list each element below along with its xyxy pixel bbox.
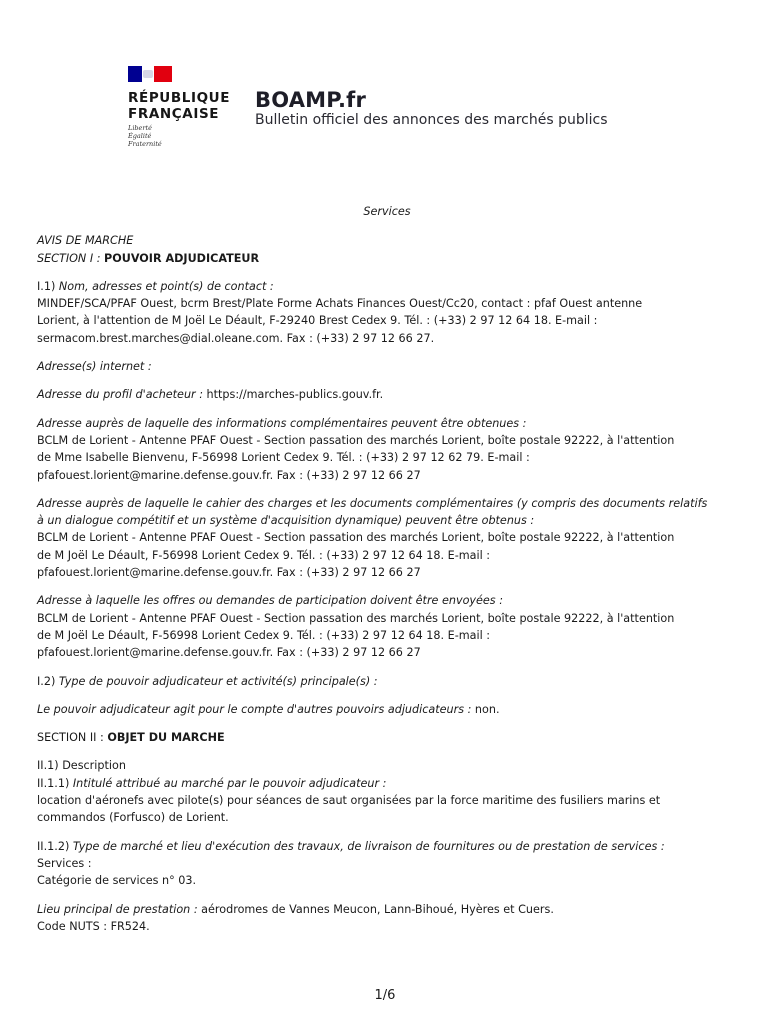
page-number: 1/6 bbox=[374, 988, 396, 1003]
code-nuts: Code NUTS : FR524. bbox=[37, 919, 150, 933]
compte-autres: Le pouvoir adjudicateur agit pour le compte d'autres pouvoirs adjudicateurs : non. bbox=[37, 702, 500, 716]
cahier-line: BCLM de Lorient - Antenne PFAF Ouest - Section passation des marchés Lorient, boîte postale 92222, à l'attention bbox=[37, 531, 675, 545]
republique-francaise-logo-icon bbox=[128, 66, 172, 82]
notice-body bbox=[37, 203, 737, 935]
republique-line2: FRANÇAISE bbox=[128, 106, 220, 122]
infos-line: de Mme Isabelle Bienvenu, F-56998 Lorient Cedex 9. Tél. : (+33) 2 97 12 62 79. E-mail : bbox=[37, 451, 530, 465]
brand-subtitle: Bulletin officiel des annonces des marchés publics bbox=[255, 112, 608, 128]
profil-acheteur: Adresse du profil d'acheteur : https://marches-publics.gouv.fr. bbox=[37, 388, 384, 402]
i1-heading: I.1) Nom, adresses et point(s) de contact : bbox=[37, 279, 274, 293]
offres-line: BCLM de Lorient - Antenne PFAF Ouest - Section passation des marchés Lorient, boîte postale 92222, à l'attention bbox=[37, 611, 675, 625]
i1-line: MINDEF/SCA/PFAF Ouest, bcrm Brest/Plate Forme Achats Finances Ouest/Cc20, contact : pfaf Ouest antenne bbox=[37, 297, 643, 311]
infos-line: BCLM de Lorient - Antenne PFAF Ouest - Section passation des marchés Lorient, boîte postale 92222, à l'attention bbox=[37, 433, 675, 447]
section2-heading: SECTION II : OBJET DU MARCHE bbox=[37, 731, 225, 745]
cahier-line: de M Joël Le Déault, F-56998 Lorient Cedex 9. Tél. : (+33) 2 97 12 64 18. E-mail : bbox=[37, 548, 491, 562]
adresse-internet-label: Adresse(s) internet : bbox=[37, 360, 152, 374]
avis-heading: AVIS DE MARCHE bbox=[37, 234, 134, 248]
ii12-heading: II.1.2) Type de marché et lieu d'exécution des travaux, de livraison de fournitures ou de prestation de services : bbox=[37, 839, 665, 853]
ii12-line: Services : bbox=[37, 856, 92, 870]
profil-link[interactable]: https://marches-publics.gouv.fr. bbox=[206, 388, 384, 402]
services-heading: Services bbox=[363, 205, 411, 218]
i1-line: sermacom.brest.marches@dial.oleane.com. Fax : (+33) 2 97 12 66 27. bbox=[37, 331, 435, 345]
republique-line1: RÉPUBLIQUE bbox=[128, 90, 231, 106]
infos-label: Adresse auprès de laquelle des informations complémentaires peuvent être obtenues : bbox=[37, 416, 527, 430]
header bbox=[128, 66, 648, 156]
i2-heading: I.2) Type de pouvoir adjudicateur et activité(s) principale(s) : bbox=[37, 674, 378, 688]
ii1-heading: II.1) Description bbox=[37, 759, 126, 773]
cahier-label: à un dialogue compétitif et un système d'acquisition dynamique) peuvent être obtenus : bbox=[37, 514, 535, 528]
ii12-line: Catégorie de services n° 03. bbox=[37, 874, 197, 888]
cahier-label: Adresse auprès de laquelle le cahier des charges et les documents complémentaires (y compris des documents relatifs bbox=[37, 496, 708, 510]
infos-line: pfafouest.lorient@marine.defense.gouv.fr. Fax : (+33) 2 97 12 66 27 bbox=[37, 468, 421, 482]
offres-line: pfafouest.lorient@marine.defense.gouv.fr. Fax : (+33) 2 97 12 66 27 bbox=[37, 646, 421, 660]
motto: Liberté Égalité Fraternité bbox=[128, 124, 162, 148]
ii11-line: commandos (Forfusco) de Lorient. bbox=[37, 811, 229, 825]
i1-line: Lorient, à l'attention de M Joël Le Déault, F-29240 Brest Cedex 9. Tél. : (+33) 2 97 12 64 18. E-mail : bbox=[37, 314, 598, 328]
offres-line: de M Joël Le Déault, F-56998 Lorient Cedex 9. Tél. : (+33) 2 97 12 64 18. E-mail : bbox=[37, 628, 491, 642]
ii11-line: location d'aéronefs avec pilote(s) pour séances de saut organisées par la force maritime des fusiliers marins et bbox=[37, 794, 661, 808]
ii11-heading: II.1.1) Intitulé attribué au marché par le pouvoir adjudicateur : bbox=[37, 776, 387, 790]
offres-label: Adresse à laquelle les offres ou demandes de participation doivent être envoyées : bbox=[37, 594, 503, 608]
section1-heading: SECTION I : POUVOIR ADJUDICATEUR bbox=[37, 251, 260, 265]
lieu-prestation: Lieu principal de prestation : aérodromes de Vannes Meucon, Lann-Bihoué, Hyères et Cuers. bbox=[37, 902, 554, 916]
brand-title: BOAMP.fr bbox=[255, 88, 367, 112]
cahier-line: pfafouest.lorient@marine.defense.gouv.fr. Fax : (+33) 2 97 12 66 27 bbox=[37, 566, 421, 580]
